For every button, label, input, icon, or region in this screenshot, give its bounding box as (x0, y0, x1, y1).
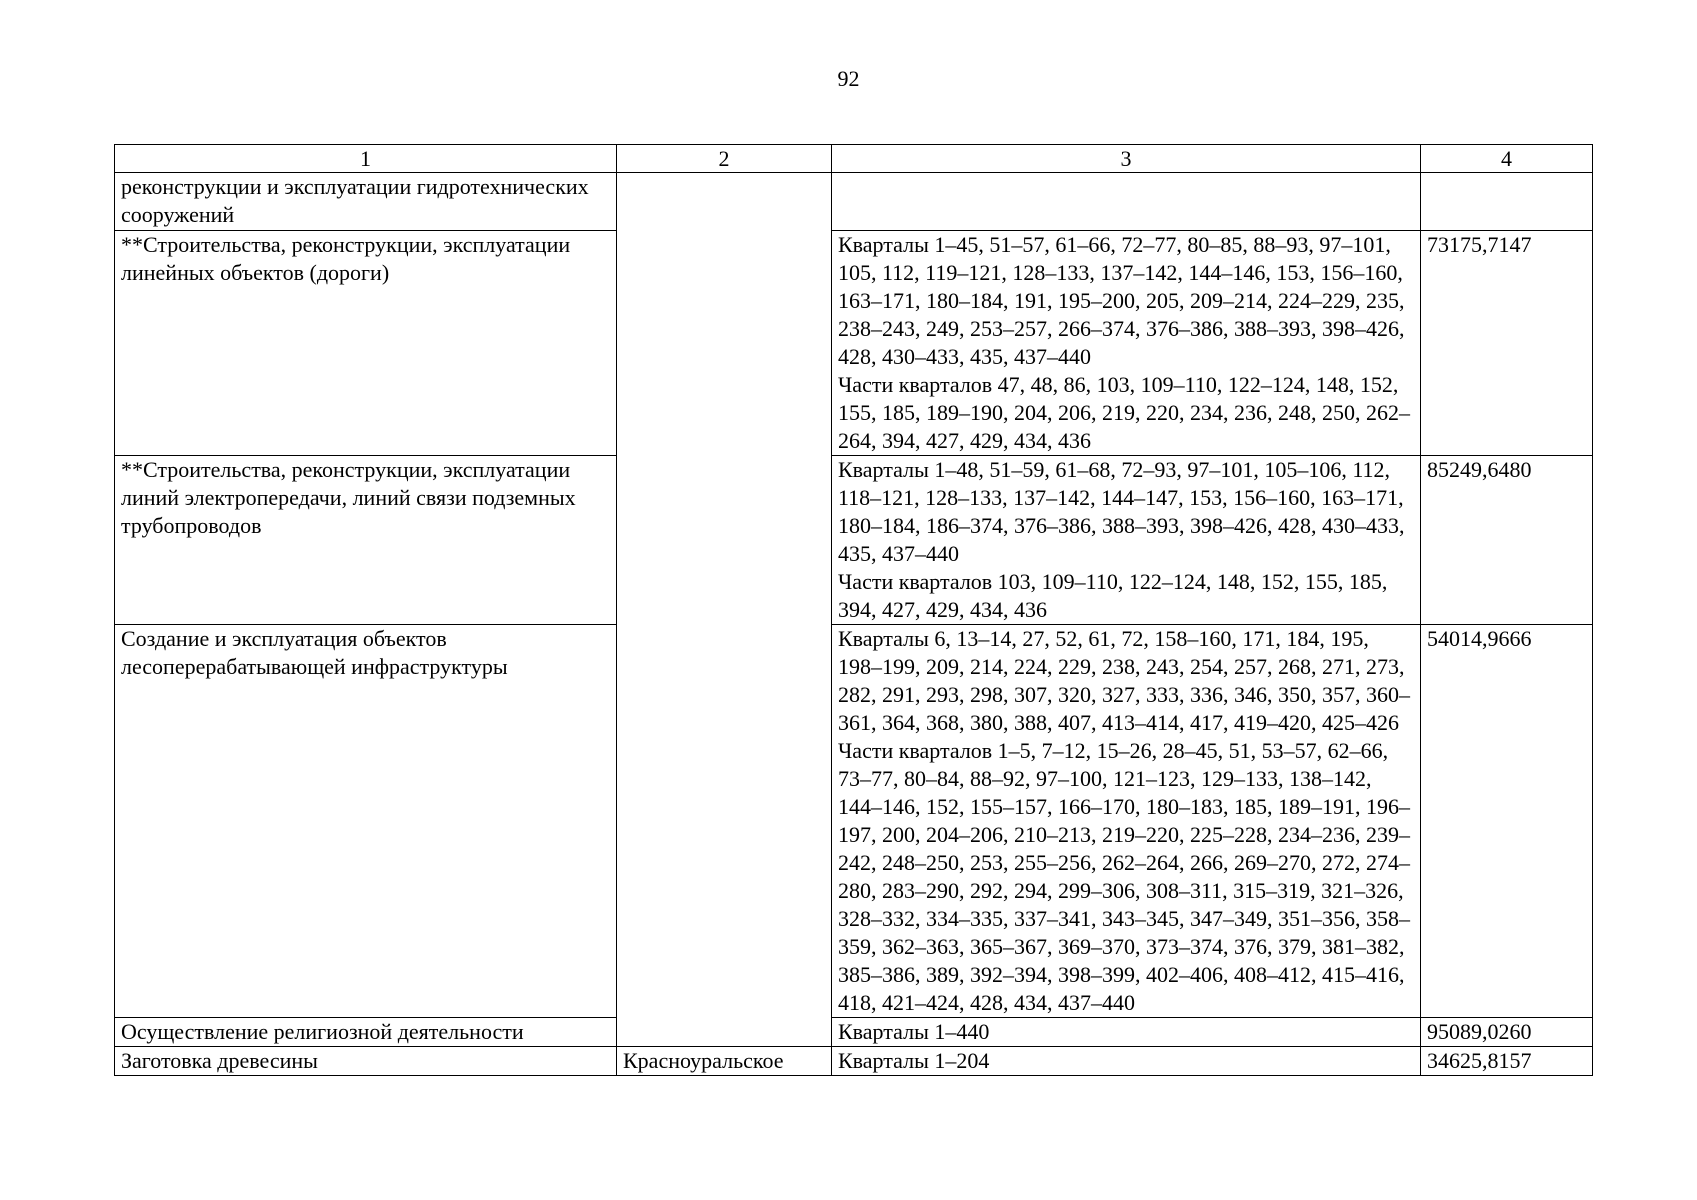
forest-use-table (114, 144, 1593, 1076)
table-row (115, 173, 1593, 231)
area-cell (1421, 173, 1593, 231)
header-cell: 2 (617, 145, 832, 173)
quarters-cell: Кварталы 1–45, 51–57, 61–66, 72–77, 80–85, 88–93, 97–101, 105, 112, 119–121, 128–133, 137–142, 144–146, 153, 156–160, 163–171, 180–184, 191, 195–200, 205, 209–214, 224–229, 235, 238–243, 249, 253–257, 266–374, 376–386, 388–393, 398–426, 428, 430–433, 435, 437–440 Части кварталов 47, 48, 86, 103, 109–110, 122–124, 148, 152, 155, 185, 189–190, 204, 206, 219, 220, 234, 236, 248, 250, 262–264, 394, 427, 429, 434, 436 (832, 231, 1421, 456)
activity-type-cell: **Строительства, реконструкции, эксплуатации линейных объектов (дороги) (115, 231, 617, 456)
table-row (115, 1047, 1593, 1076)
activity-type-cell: Заготовка древесины (115, 1047, 617, 1076)
header-cell: 1 (115, 145, 617, 173)
table-row (115, 625, 1593, 1018)
table-row (115, 456, 1593, 625)
area-cell: 85249,6480 (1421, 456, 1593, 625)
header-cell: 3 (832, 145, 1421, 173)
area-cell: 73175,7147 (1421, 231, 1593, 456)
area-cell: 95089,0260 (1421, 1018, 1593, 1047)
activity-type-cell: реконструкции и эксплуатации гидротехнических сооружений (115, 173, 617, 231)
quarters-cell: Кварталы 6, 13–14, 27, 52, 61, 72, 158–160, 171, 184, 195, 198–199, 209, 214, 224, 229, 238, 243, 254, 257, 268, 271, 273, 282, 291, 293, 298, 307, 320, 327, 333, 336, 346, 350, 357, 360–361, 364, 368, 380, 388, 407, 413–414, 417, 419–420, 425–426 Части кварталов 1–5, 7–12, 15–26, 28–45, 51, 53–57, 62–66, 73–77, 80–84, 88–92, 97–100, 121–123, 129–133, 138–142, 144–146, 152, 155–157, 166–170, 180–183, 185, 189–191, 196–197, 200, 204–206, 210–213, 219–220, 225–228, 234–236, 239–242, 248–250, 253, 255–256, 262–264, 266, 269–270, 272, 274–280, 283–290, 292, 294, 299–306, 308–311, 315–319, 321–326, 328–332, 334–335, 337–341, 343–345, 347–349, 351–356, 358–359, 362–363, 365–367, 369–370, 373–374, 376, 379, 381–382, 385–386, 389, 392–394, 398–399, 402–406, 408–412, 415–416, 418, 421–424, 428, 434, 437–440 (832, 625, 1421, 1018)
table-header-row (115, 145, 1593, 173)
activity-type-cell: Создание и эксплуатация объектов лесоперерабатывающей инфраструктуры (115, 625, 617, 1018)
quarters-cell: Кварталы 1–204 (832, 1047, 1421, 1076)
quarters-cell: Кварталы 1–48, 51–59, 61–68, 72–93, 97–101, 105–106, 112, 118–121, 128–133, 137–142, 144–147, 153, 156–160, 163–171, 180–184, 186–374, 376–386, 388–393, 398–426, 428, 430–433, 435, 437–440 Части кварталов 103, 109–110, 122–124, 148, 152, 155, 185, 394, 427, 429, 434, 436 (832, 456, 1421, 625)
forestry-cell-merged (617, 173, 832, 1047)
table-row (115, 1018, 1593, 1047)
area-cell: 54014,9666 (1421, 625, 1593, 1018)
table-row (115, 231, 1593, 456)
quarters-cell (832, 173, 1421, 231)
quarters-cell: Кварталы 1–440 (832, 1018, 1421, 1047)
header-cell: 4 (1421, 145, 1593, 173)
forestry-cell: Красноуральское (617, 1047, 832, 1076)
area-cell: 34625,8157 (1421, 1047, 1593, 1076)
activity-type-cell: Осуществление религиозной деятельности (115, 1018, 617, 1047)
activity-type-cell: **Строительства, реконструкции, эксплуатации линий электропередачи, линий связи подземных трубопроводов (115, 456, 617, 625)
page-number: 92 (837, 66, 860, 91)
